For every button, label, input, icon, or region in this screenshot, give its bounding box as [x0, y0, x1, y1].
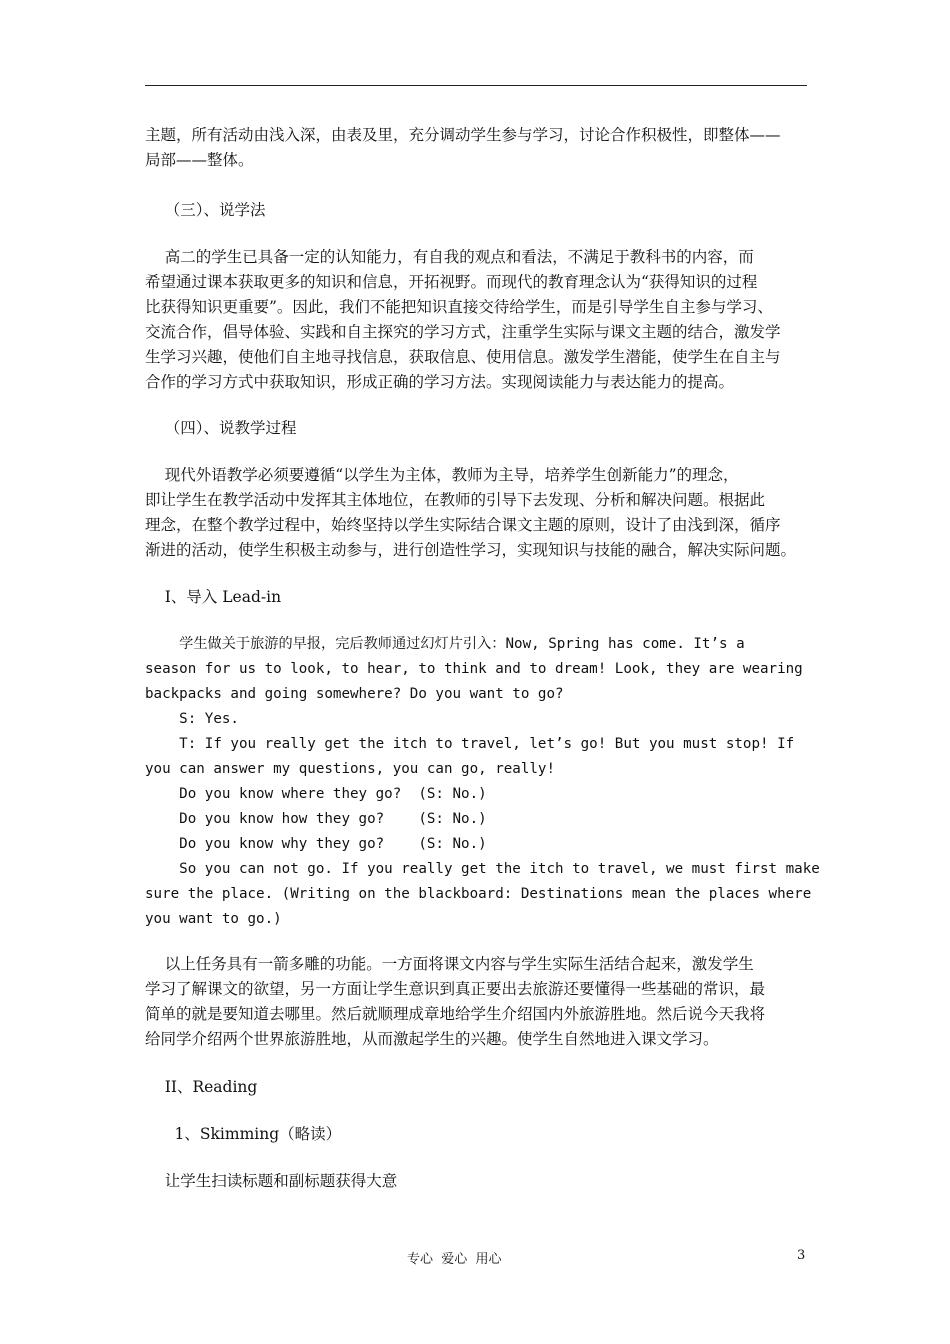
- text-line: 学生做关于旅游的早报，完后教师通过幻灯片引入：Now, Spring has come. It’s a: [145, 636, 745, 652]
- text-line: backpacks and going somewhere? Do you want to go?: [145, 686, 564, 702]
- paragraph-skimming: [145, 1169, 809, 1194]
- text-line: 学习了解课文的欲望，另一方面让学生意识到真正要出去旅游还要懂得一些基础的常识，最: [145, 980, 766, 998]
- heading-line: （四）、说教学过程: [145, 419, 297, 437]
- header-rule: [145, 85, 807, 86]
- text-line: 让学生扫读标题和副标题获得大意: [145, 1172, 398, 1190]
- section-heading-teaching-process: [145, 416, 809, 441]
- text-line: you can answer my questions, you can go, really!: [145, 761, 555, 777]
- text-line: 合作的学习方式中获取知识，形成正确的学习方法。实现阅读能力与表达能力的提高。: [145, 373, 735, 391]
- text-line: 高二的学生已具备一定的认知能力，有自我的观点和看法，不满足于教科书的内容，而: [145, 248, 754, 266]
- text-line: 比获得知识更重要”。因此，我们不能把知识直接交待给学生，而是引导学生自主参与学习、: [145, 298, 773, 316]
- text-line: 渐进的活动，使学生积极主动参与，进行创造性学习，实现知识与技能的融合，解决实际问题。: [145, 541, 797, 559]
- paragraph-lead-in-dialogue: [145, 632, 820, 932]
- page-number: 3: [797, 1248, 806, 1263]
- text-line: 交流合作，倡导体验、实践和自主探究的学习方式，注重学生实际与课文主题的结合，激发学: [145, 323, 781, 341]
- subsection-heading-skimming: [145, 1122, 809, 1147]
- paragraph-topic-continued: [145, 123, 809, 173]
- section-heading-lead-in: [145, 585, 809, 610]
- section-heading-reading: [145, 1075, 809, 1100]
- text-line: Do you know where they go? (S: No.): [145, 786, 487, 802]
- text-line: S: Yes.: [145, 711, 239, 727]
- text-line: T: If you really get the itch to travel, let’s go! But you must stop! If: [145, 736, 795, 752]
- text-line: you want to go.): [145, 911, 282, 927]
- footer-motto: 专心 爱心 用心: [407, 1252, 502, 1267]
- heading-line: （三）、说学法: [145, 201, 266, 219]
- heading-line: I、导入 Lead-in: [145, 588, 282, 606]
- text-line: sure the place. (Writing on the blackboard: Destinations mean the places where: [145, 886, 812, 902]
- text-line: 即让学生在教学活动中发挥其主体地位，在教师的引导下去发现、分析和解决问题。根据此: [145, 491, 766, 509]
- text-line: So you can not go. If you really get the itch to travel, we must first make: [145, 861, 820, 877]
- text-line: 局部——整体。: [145, 151, 254, 169]
- text-line: 简单的就是要知道去哪里。然后就顺理成章地给学生介绍国内外旅游胜地。然后说今天我将: [145, 1005, 766, 1023]
- text-line: 生学习兴趣，使他们自主地寻找信息，获取信息、使用信息。激发学生潜能，使学生在自主与: [145, 348, 781, 366]
- paragraph-learning-methods: [145, 245, 809, 395]
- paragraph-teaching-process: [145, 463, 809, 563]
- text-line: Do you know why they go? (S: No.): [145, 836, 487, 852]
- heading-line: II、Reading: [145, 1078, 258, 1096]
- text-line: Do you know how they go? (S: No.): [145, 811, 487, 827]
- text-line: 现代外语教学必须要遵循“以学生为主体，教师为主导，培养学生创新能力”的理念，: [145, 466, 739, 484]
- text-line: 以上任务具有一箭多雕的功能。一方面将课文内容与学生实际生活结合起来，激发学生: [145, 955, 754, 973]
- text-line: 希望通过课本获取更多的知识和信息，开拓视野。而现代的教育理念认为“获得知识的过程: [145, 273, 758, 291]
- text-line: season for us to look, to hear, to think and to dream! Look, they are wearing: [145, 661, 803, 677]
- text-line: 主题，所有活动由浅入深，由表及里，充分调动学生参与学习，讨论合作积极性，即整体——: [145, 126, 781, 144]
- text-line: 理念，在整个教学过程中，始终坚持以学生实际结合课文主题的原则，设计了由浅到深，循序: [145, 516, 781, 534]
- paragraph-task-function: [145, 952, 809, 1052]
- heading-line: 1、Skimming（略读）: [145, 1125, 342, 1143]
- text-line: 给同学介绍两个世界旅游胜地，从而激起学生的兴趣。使学生自然地进入课文学习。: [145, 1030, 719, 1048]
- section-heading-learning-methods: [145, 198, 809, 223]
